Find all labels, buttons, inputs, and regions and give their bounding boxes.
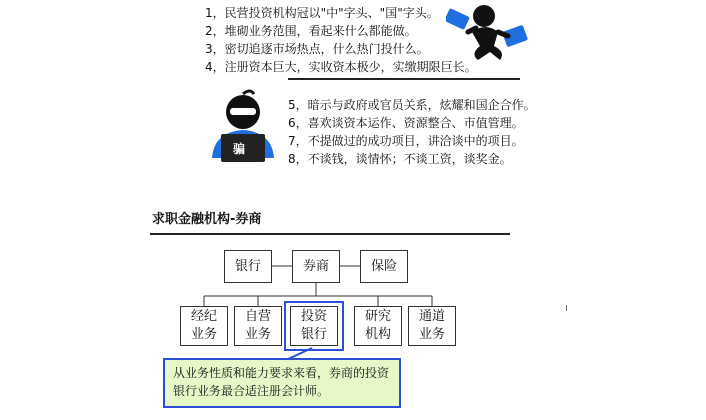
org-node-label: 保险 xyxy=(370,258,397,274)
org-node-label: 通道业务 xyxy=(418,309,445,342)
fraud-signs-list-top xyxy=(205,4,477,76)
org-node-research xyxy=(354,306,402,346)
list-item: 4，注册资本巨大，实收资本极少，实缴期限巨长。 xyxy=(205,60,477,74)
list-item: 8，不谈钱，谈情怀；不谈工资，谈奖金。 xyxy=(288,152,512,166)
divider xyxy=(288,78,520,80)
org-node-label: 经纪业务 xyxy=(190,309,217,342)
org-node-brokerage xyxy=(180,306,228,346)
hacker-laptop-icon xyxy=(206,88,280,164)
fraud-signs-list-bottom xyxy=(288,96,536,168)
org-node-insurance xyxy=(360,250,408,283)
org-node-label: 研究机构 xyxy=(364,309,391,342)
org-node-securities xyxy=(292,250,340,283)
org-node-label: 自营业务 xyxy=(244,309,271,342)
title-underline xyxy=(150,233,510,235)
section-title: 求职金融机构-券商 xyxy=(152,212,262,227)
running-man-icon xyxy=(446,2,530,64)
stray-mark xyxy=(566,305,567,311)
callout-note: 从业务性质和能力要求来看，券商的投资银行业务最合适注册会计师。 xyxy=(163,358,401,408)
org-node-investment-banking xyxy=(290,306,338,346)
list-item: 6，喜欢谈资本运作、资源整合、市值管理。 xyxy=(288,116,524,130)
org-node-bank xyxy=(224,250,272,283)
list-item: 2，堆砌业务范围，看起来什么都能做。 xyxy=(205,24,417,38)
list-item: 5，暗示与政府或官员关系，炫耀和国企合作。 xyxy=(288,98,536,112)
org-node-label: 银行 xyxy=(234,258,261,274)
org-node-label: 券商 xyxy=(302,258,329,274)
org-node-label: 投资银行 xyxy=(300,309,327,342)
org-node-channel xyxy=(408,306,456,346)
list-item: 3，密切追逐市场热点，什么热门投什么。 xyxy=(205,42,429,56)
list-item: 1，民营投资机构冠以"中"字头、"国"字头。 xyxy=(205,6,439,20)
list-item: 7，不提做过的成功项目，讲洽谈中的项目。 xyxy=(288,134,524,148)
fraud-label: 骗 xyxy=(233,142,246,156)
org-node-proprietary xyxy=(234,306,282,346)
